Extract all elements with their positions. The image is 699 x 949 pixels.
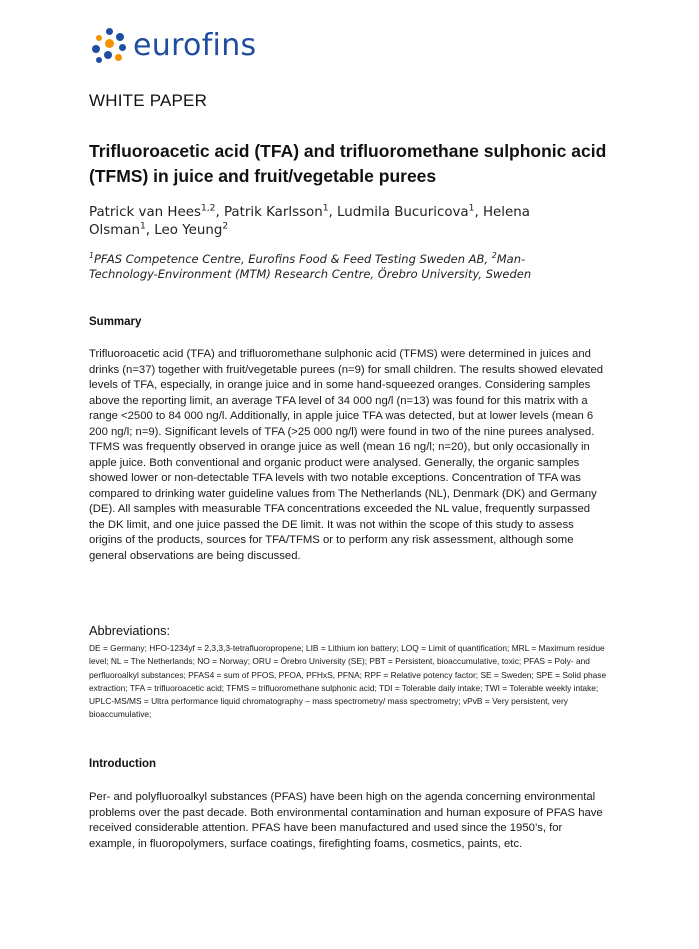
- introduction-paragraph: Per- and polyfluoroalkyl substances (PFAS) have been high on the agenda concerning environmental problems over the past decade. Both environmental contamination and human exposure of PFAS have received considerable attention. PFAS have been manufactured and used since the 1950’s, for example, in fluoropolymers, surface coatings, firefighting foams, cosmetics, paints, etc.: [89, 791, 603, 850]
- author-name: Ludmila Bucuricova: [337, 205, 469, 220]
- introduction-heading: Introduction: [89, 758, 157, 770]
- summary-paragraph: Trifluoroacetic acid (TFA) and trifluoromethane sulphonic acid (TFMS) were determined in juices and drinks (n=37) together with fruit/vegetable purees (n=9) for small children. The results showed elevated levels of TFA, especially, in orange juice and in some hand-squeezed oranges. Considering samples above the reporting limit, an average TFA level of 34 000 ng/l (n=13) was found for this matrix with a range <2500 to 84 000 ng/l. Additionally, in apple juice TFA was detected, but at lower levels (mean 6 200 ng/l; n=9). Significant levels of TFA (>25 000 ng/l) were found in two of the nine purees analysed. TFMS was frequently observed in orange juice as well (mean 16 ng/l; n=20), but only occasionally in apple juice. Both conventional and organic product were analysed. Generally, the organic samples showed lower or non-detectable TFA levels with two notable exceptions. Concentration of TFA was compared to drinking water guideline values from The Netherlands (NL), Denmark (DK) and Germany (DE). All samples with measurable TFA concentrations exceeded the NL value, frequently surpassed the DK limit, and one juice passed the DE limit. It was not within the scope of this study to assess origins of the products, sources for TFA/TFMS or to perform any risk assessment, although some general observations are being discussed.: [89, 348, 604, 562]
- author-name: Patrick van Hees: [89, 205, 201, 220]
- abbreviations-list: DE = Germany; HFO-1234yf = 2,3,3,3-tetrafluoropropene; LIB = Lithium ion battery; LOQ = Limit of quantification; MRL = Maximum residue level; NL = The Netherlands; NO = Norway; ORU = Örebro University (SE); PBT = Persistent, bioaccumulative, toxic; PFAS = Poly- and perfluoroalkyl substances; PFAS4 = sum of PFOS, PFOA, PFHxS, PFNA; RPF = Relative potency factor; SE = Sweden; SPE = Solid phase extraction; TFA = trifluoroacetic acid; TFMS = trifluoromethane sulphonic acid; TDI = Tolerable daily intake; TWI = Tolerable weekly intake; UPLC-MS/MS = Ultra performance liquid chromatography – mass spectrometry/ mass spectrometry; vPvB = Very persistent, very bioaccumulative;: [89, 643, 607, 720]
- affiliation-mark: 1: [89, 251, 94, 261]
- abbreviations-heading: Abbreviations:: [89, 623, 171, 638]
- affiliation-mark: 2: [491, 251, 497, 261]
- author-affiliation-mark: 1: [468, 203, 475, 214]
- affiliations: [89, 252, 559, 282]
- author-affiliation-mark: 1: [139, 221, 146, 232]
- eurofins-dots-icon: [91, 27, 129, 65]
- author-affiliation-mark: 1,2: [200, 203, 216, 214]
- author-affiliation-mark: 2: [222, 221, 229, 232]
- logo-text: eurofins: [133, 28, 257, 63]
- author-name: Helena Olsman: [89, 205, 530, 238]
- author-list: Patrick van Hees$^{1,2}$, Patrik Karlsson$^1$, Ludmila Bucuricova$^1$, Helena Olsman$^1$, Leo Yeung$^2$: [89, 203, 530, 238]
- author-affiliation-mark: 1: [322, 203, 329, 214]
- document-type: WHITE PAPER: [89, 91, 208, 110]
- author-name: Leo Yeung: [154, 223, 223, 238]
- author-name: Patrik Karlsson: [223, 205, 323, 220]
- affiliation-text: Man-Technology-Environment (MTM) Research Centre, Örebro University, Sweden: [89, 252, 532, 281]
- summary-heading: Summary: [89, 316, 142, 328]
- eurofins-logo: [91, 26, 256, 66]
- paper-title: Trifluoroacetic acid (TFA) and trifluoromethane sulphonic acid (TFMS) in juice and fruit/vegetable purees: [89, 141, 607, 186]
- affiliation-text: PFAS Competence Centre, Eurofins Food & Feed Testing Sweden AB,: [93, 252, 492, 266]
